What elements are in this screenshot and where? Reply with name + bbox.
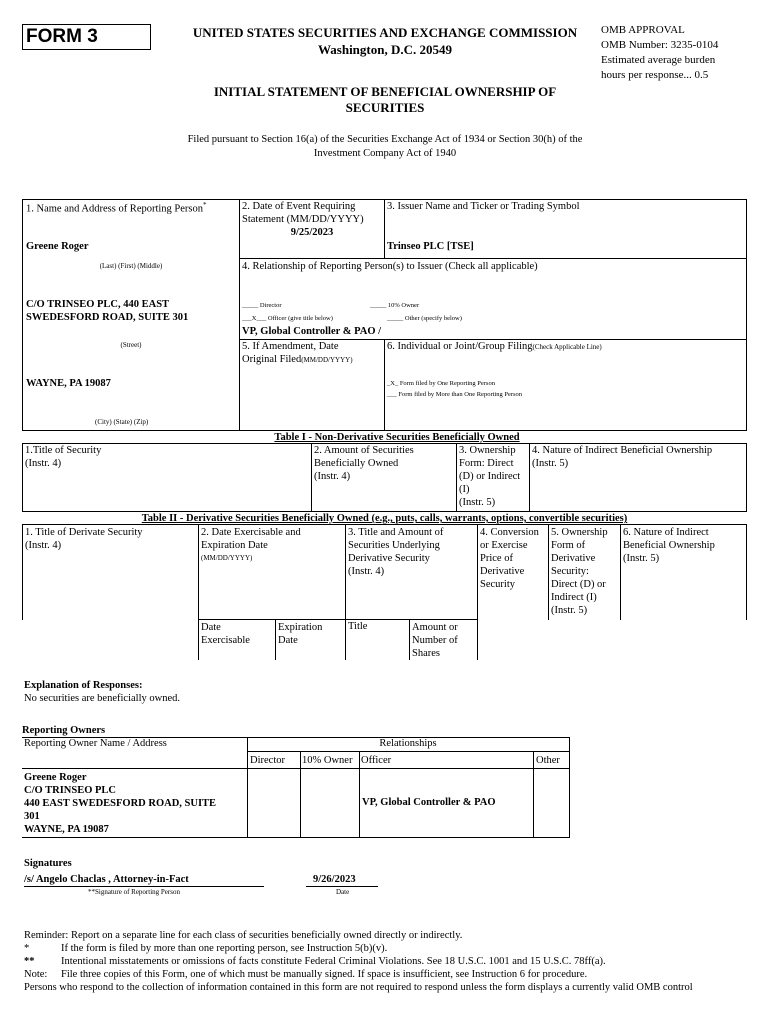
agency-location: Washington, D.C. 20549 [318, 42, 452, 57]
t1-col3-line: Form: Direct [459, 458, 514, 469]
t1-col2-line: Beneficially Owned [314, 458, 399, 469]
t1-col3-line: (D) or Indirect [459, 471, 521, 482]
t2-col4-line: Derivative [480, 566, 525, 577]
t2-col2-header [201, 526, 301, 565]
t2-col5-line: Form of [551, 540, 586, 551]
t2-col1-header [25, 526, 143, 552]
t1-col4-header [532, 444, 712, 470]
reporting-owners-heading: Reporting Owners [22, 725, 106, 736]
t2-col6-line: Beneficial Ownership [623, 540, 715, 551]
signer-name: /s/ Angelo Chaclas , Attorney-in-Fact [24, 874, 189, 885]
reporting-person-name: Greene Roger [26, 241, 89, 252]
box5-hint: (MM/DD/YYYY) [301, 356, 353, 364]
footer-star1-mark: * [24, 943, 30, 954]
t2-col6-line: (Instr. 5) [623, 553, 660, 564]
t2-col3-header [348, 526, 443, 578]
owners-col-officer: Officer [361, 755, 392, 766]
t2-col4-line: Price of [480, 553, 513, 564]
t2-col5-line: Direct (D) or [551, 579, 606, 590]
t2-col1-line: (Instr. 4) [25, 540, 62, 551]
box5-label-2-row [242, 354, 353, 365]
t2-sub-line: Expiration [278, 622, 323, 633]
owners-col-director: Director [250, 755, 285, 766]
footer-star1-text: If the form is filed by more than one reporting person, see Instruction 5(b)(v). [61, 943, 388, 954]
table1-title: Table I - Non-Derivative Securities Beneficially Owned [274, 432, 520, 443]
signature-hint: **Signature of Reporting Person [88, 888, 180, 896]
box4-label: 4. Relationship of Reporting Person(s) to Issuer (Check all applicable) [242, 261, 538, 272]
t1-col4-line: (Instr. 5) [532, 458, 569, 469]
t2-sub-line: Amount or [412, 622, 458, 633]
t1-col2-line: 2. Amount of Securities [314, 445, 414, 456]
owner-officer-title: VP, Global Controller & PAO [362, 797, 496, 808]
filed-pursuant-1: Filed pursuant to Section 16(a) of the Securities Exchange Act of 1934 or Section 30(h) of the [187, 134, 583, 145]
form-label: FORM 3 [26, 26, 98, 47]
footer-persons: Persons who respond to the collection of information contained in this form are not required to respond unless the form displays a currently valid OMB control [24, 982, 693, 993]
city-hint: (City) (State) (Zip) [95, 418, 149, 426]
t2-col5-line: Security: [551, 566, 589, 577]
filed-pursuant-2: Investment Company Act of 1940 [313, 148, 457, 159]
box3-label-text: 3. Issuer Name and Ticker or Trading Symbol [387, 201, 580, 212]
box5-label-2: Original Filed [242, 354, 302, 365]
t2-sub-expiration [278, 621, 322, 647]
t2-col3-line: Derivative Security [348, 553, 430, 564]
t1-col1-line: (Instr. 4) [25, 458, 62, 469]
other-check: _____ Other (specify below) [387, 315, 462, 322]
t2-col3-line: 3. Title and Amount of [348, 527, 444, 538]
box5-label-1: 5. If Amendment, Date [242, 341, 339, 352]
footer-star2-mark: ** [24, 956, 35, 967]
explanation-heading: Explanation of Responses: [24, 680, 143, 691]
issuer-name: Trinseo PLC [TSE] [387, 241, 474, 252]
t1-col1-header [25, 444, 101, 470]
reporting-street-1: C/O TRINSEO PLC, 440 EAST [26, 299, 170, 310]
t2-col5-line: Indirect (I) [551, 592, 597, 603]
t1-col3-line: (Instr. 5) [459, 497, 496, 508]
name-hint: (Last) (First) (Middle) [99, 262, 163, 270]
event-date: 9/25/2023 [290, 227, 334, 238]
agency-name: UNITED STATES SECURITIES AND EXCHANGE COMMISSION [192, 25, 578, 40]
t2-col5-header [551, 526, 608, 617]
t1-col4-line: 4. Nature of Indirect Beneficial Ownership [532, 445, 713, 456]
box6-hint: (Check Applicable Line) [532, 343, 602, 351]
omb-number: OMB Number: 3235-0104 [601, 39, 719, 51]
t2-col6-header [623, 526, 715, 565]
burden-line-2: hours per response... 0.5 [601, 69, 709, 81]
t1-col2-header [314, 444, 414, 483]
t2-col2-line: (MM/DD/YYYY) [201, 554, 253, 562]
t2-col5-line: 5. Ownership [551, 527, 608, 538]
t2-sub-line: Shares [412, 648, 440, 659]
owners-col-ten-pct: 10% Owner [302, 755, 353, 766]
t2-col4-header [480, 526, 539, 591]
t2-col3-line: (Instr. 4) [348, 566, 385, 577]
t1-col3-line: (I) [459, 484, 470, 495]
multi-person-option: ___ Form filed by More than One Reporting Person [387, 391, 523, 398]
t2-sub-line: Date [201, 622, 221, 633]
t2-col4-line: or Exercise [480, 540, 528, 551]
t2-sub-amount [412, 621, 458, 660]
box1-label-star: * [203, 201, 207, 209]
burden-line-1: Estimated average burden [601, 54, 716, 66]
t2-sub-date-exercisable [201, 621, 250, 647]
t2-col2-line: 2. Date Exercisable and [201, 527, 301, 538]
table2-title-text: Table II - Derivative Securities Beneficially Owned (e.g., puts, calls, warrants, options, convertible securities) [141, 513, 628, 524]
owners-col-relationships: Relationships [379, 738, 437, 749]
t2-sub-title: Title [348, 621, 368, 632]
omb-approval: OMB APPROVAL [601, 24, 685, 36]
owner-line: 301 [24, 811, 40, 822]
owner-line: C/O TRINSEO PLC [24, 785, 116, 796]
signatures-heading: Signatures [24, 858, 72, 869]
t2-col5-line: (Instr. 5) [551, 605, 588, 616]
t2-sub-line: Date [278, 635, 298, 646]
t2-col3-line: Securities Underlying [348, 540, 440, 551]
t1-col2-line: (Instr. 4) [314, 471, 351, 482]
director-check: _____ Director [242, 302, 282, 309]
t1-col3-line: 3. Ownership [459, 445, 516, 456]
owner-line: Greene Roger [24, 772, 87, 783]
t2-col6-line: 6. Nature of Indirect [623, 527, 709, 538]
owners-col-name: Reporting Owner Name / Address [24, 738, 167, 749]
signature-date-hint: Date [336, 888, 350, 896]
t2-col4-line: Security [480, 579, 515, 590]
owner-line: WAYNE, PA 19087 [24, 824, 109, 835]
footer-star2-text: Intentional misstatements or omissions of facts constitute Federal Criminal Violations. See 18 U.S.C. 1001 and 15 U.S.C. 78ff(a). [61, 956, 606, 967]
signature-date: 9/26/2023 [313, 874, 356, 885]
form-title-1: INITIAL STATEMENT OF BENEFICIAL OWNERSHIP OF [213, 84, 557, 99]
explanation-text: No securities are beneficially owned. [24, 693, 180, 704]
t1-col3-header [459, 444, 520, 509]
t2-col2-line: Expiration Date [201, 540, 268, 551]
owner-line: 440 EAST SWEDESFORD ROAD, SUITE [24, 798, 217, 809]
box3-label [387, 201, 580, 212]
signature-line [24, 886, 264, 887]
box1-label: 1. Name and Address of Reporting Person [26, 203, 204, 215]
signature-date-line [306, 886, 378, 887]
t2-col5-line: Derivative [551, 553, 596, 564]
box6-label-row [387, 341, 602, 352]
footer-reminder: Reminder: Report on a separate line for each class of securities beneficially owned directly or indirectly. [24, 930, 463, 941]
footer-note-mark: Note: [24, 969, 48, 980]
t1-col1-line: 1.Title of Security [25, 445, 102, 456]
omb-approval-block [601, 23, 718, 83]
box6-label: 6. Individual or Joint/Group Filing [387, 341, 533, 352]
t2-sub-line: Number of [412, 635, 458, 646]
box2-label-1: 2. Date of Event Requiring [242, 201, 356, 212]
officer-title: VP, Global Controller & PAO / [242, 326, 382, 337]
owners-col-other: Other [536, 755, 560, 766]
officer-check: ___X___ Officer (give title below) [242, 315, 333, 322]
form-label-box [22, 24, 151, 50]
footer-note-text: File three copies of this Form, one of which must be manually signed. If space is insufficient, see Instruction 6 for procedure. [61, 969, 588, 980]
form-title-2: SECURITIES [345, 100, 425, 115]
reporting-street-2: SWEDESFORD ROAD, SUITE 301 [26, 312, 189, 323]
t2-col4-line: 4. Conversion [480, 527, 539, 538]
owner-address-block [24, 771, 216, 836]
t2-sub-line: Exercisable [201, 635, 250, 646]
box2-label-2: Statement (MM/DD/YYYY) [242, 214, 364, 225]
box1-label-row [26, 201, 207, 215]
ten-percent-check: _____ 10% Owner [370, 302, 420, 309]
reporting-city: WAYNE, PA 19087 [26, 378, 111, 389]
one-person-option: _X_ Form filed by One Reporting Person [387, 380, 495, 387]
table2-title [22, 513, 747, 524]
t2-col1-line: 1. Title of Derivate Security [25, 527, 143, 538]
street-hint: (Street) [120, 341, 142, 349]
